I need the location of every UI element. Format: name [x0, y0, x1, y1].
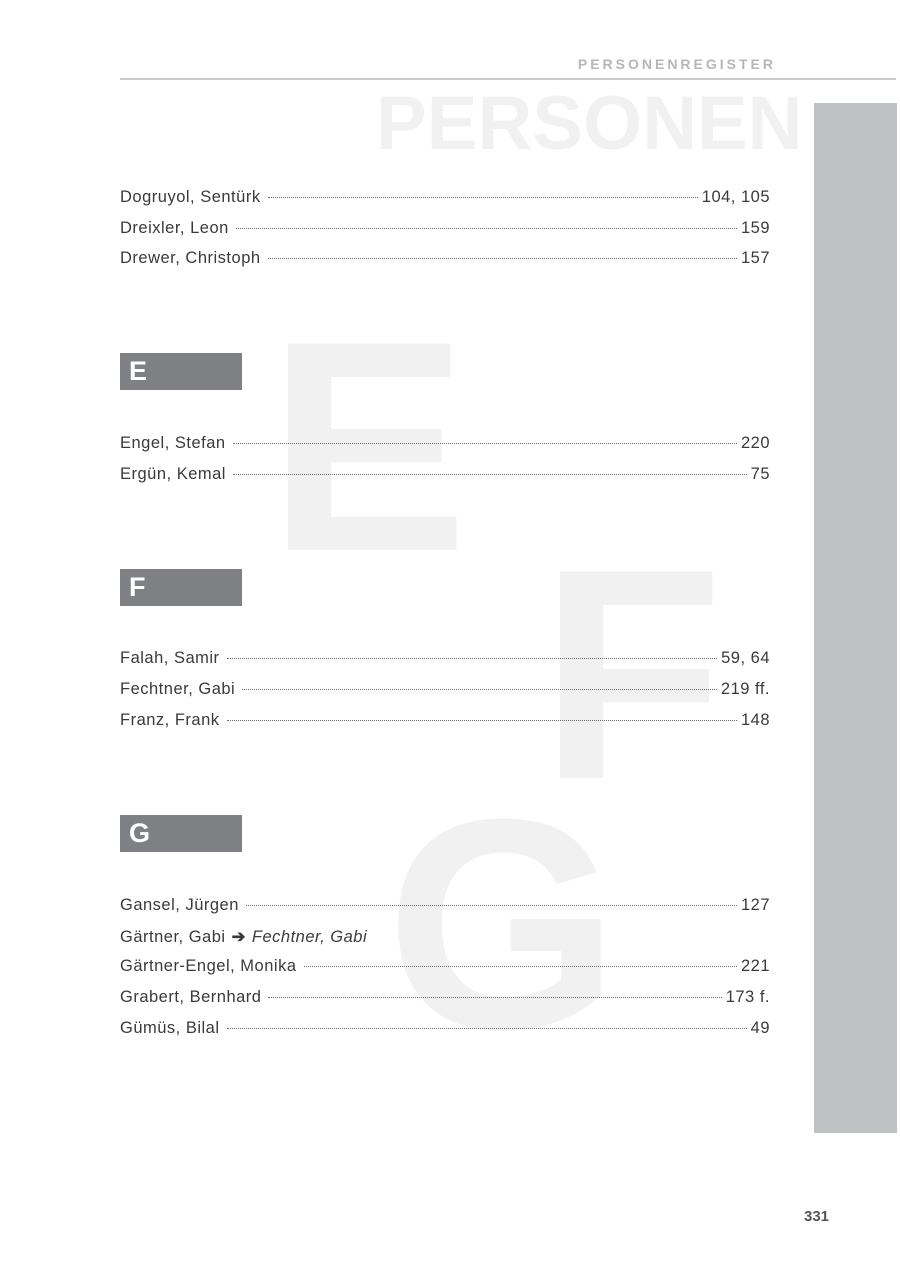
- index-entry-cross-reference: [120, 927, 770, 949]
- background-watermark-letter-g: G: [386, 756, 620, 1092]
- cross-reference-target: Fechtner, Gabi: [251, 928, 368, 946]
- index-entry: [120, 649, 770, 671]
- background-watermark-letter-f: F: [540, 506, 724, 842]
- dot-leader: [227, 720, 737, 721]
- background-watermark-word: PERSONEN: [376, 81, 803, 166]
- dot-leader: [268, 197, 698, 198]
- dot-leader: [227, 658, 718, 659]
- entry-name: Falah, Samir: [120, 649, 220, 667]
- index-entry: [120, 434, 770, 456]
- entry-name: Grabert, Bernhard: [120, 988, 262, 1006]
- entry-name: Gärtner, Gabi: [120, 928, 226, 946]
- entry-name: Ergün, Kemal: [120, 465, 226, 483]
- dot-leader: [246, 905, 737, 906]
- entry-pages: 127: [740, 896, 770, 914]
- entry-pages: 148: [740, 711, 770, 729]
- page-number: 331: [804, 1208, 830, 1225]
- entry-name: Drewer, Christoph: [120, 249, 261, 267]
- entry-pages: 157: [740, 249, 770, 267]
- entry-name: Gärtner-Engel, Monika: [120, 957, 297, 975]
- entry-pages: 173 f.: [725, 988, 770, 1006]
- entry-pages: 219 ff.: [720, 680, 770, 698]
- entry-pages: 49: [750, 1019, 770, 1037]
- entry-name: Fechtner, Gabi: [120, 680, 236, 698]
- section-letter-g: G: [120, 815, 242, 852]
- entry-pages: 59, 64: [721, 649, 770, 667]
- see-arrow-icon: ➔: [231, 928, 246, 946]
- entry-pages: 220: [740, 434, 770, 452]
- side-tab: [814, 103, 897, 1133]
- section-letter-f: F: [120, 569, 242, 606]
- index-entry: [120, 680, 770, 702]
- section-letter-e: E: [120, 353, 242, 390]
- index-entry: [120, 988, 770, 1010]
- index-entry: [120, 465, 770, 487]
- entry-name: Engel, Stefan: [120, 434, 226, 452]
- entry-name: Franz, Frank: [120, 711, 220, 729]
- dot-leader: [242, 689, 717, 690]
- entry-pages: 75: [750, 465, 770, 483]
- entry-name: Gansel, Jürgen: [120, 896, 239, 914]
- background-watermark-letter-e: E: [268, 278, 469, 614]
- entry-name: Dreixler, Leon: [120, 219, 229, 237]
- index-entry: [120, 188, 770, 210]
- dot-leader: [304, 966, 737, 967]
- index-entry: [120, 1019, 770, 1041]
- index-entry: [120, 957, 770, 979]
- dot-leader: [233, 474, 747, 475]
- dot-leader: [236, 228, 737, 229]
- running-head: [120, 56, 896, 80]
- index-entry: [120, 896, 770, 918]
- entry-name: Dogruyol, Sentürk: [120, 188, 261, 206]
- dot-leader: [268, 258, 737, 259]
- index-entry: [120, 711, 770, 733]
- entry-pages: 104, 105: [701, 188, 770, 206]
- entry-pages: 221: [740, 957, 770, 975]
- dot-leader: [233, 443, 737, 444]
- entry-pages: 159: [740, 219, 770, 237]
- dot-leader: [227, 1028, 747, 1029]
- running-head-title: PERSONENREGISTER: [577, 56, 776, 72]
- entry-name: Gümüs, Bilal: [120, 1019, 220, 1037]
- index-entry: [120, 249, 770, 271]
- index-entry: [120, 219, 770, 241]
- dot-leader: [268, 997, 721, 998]
